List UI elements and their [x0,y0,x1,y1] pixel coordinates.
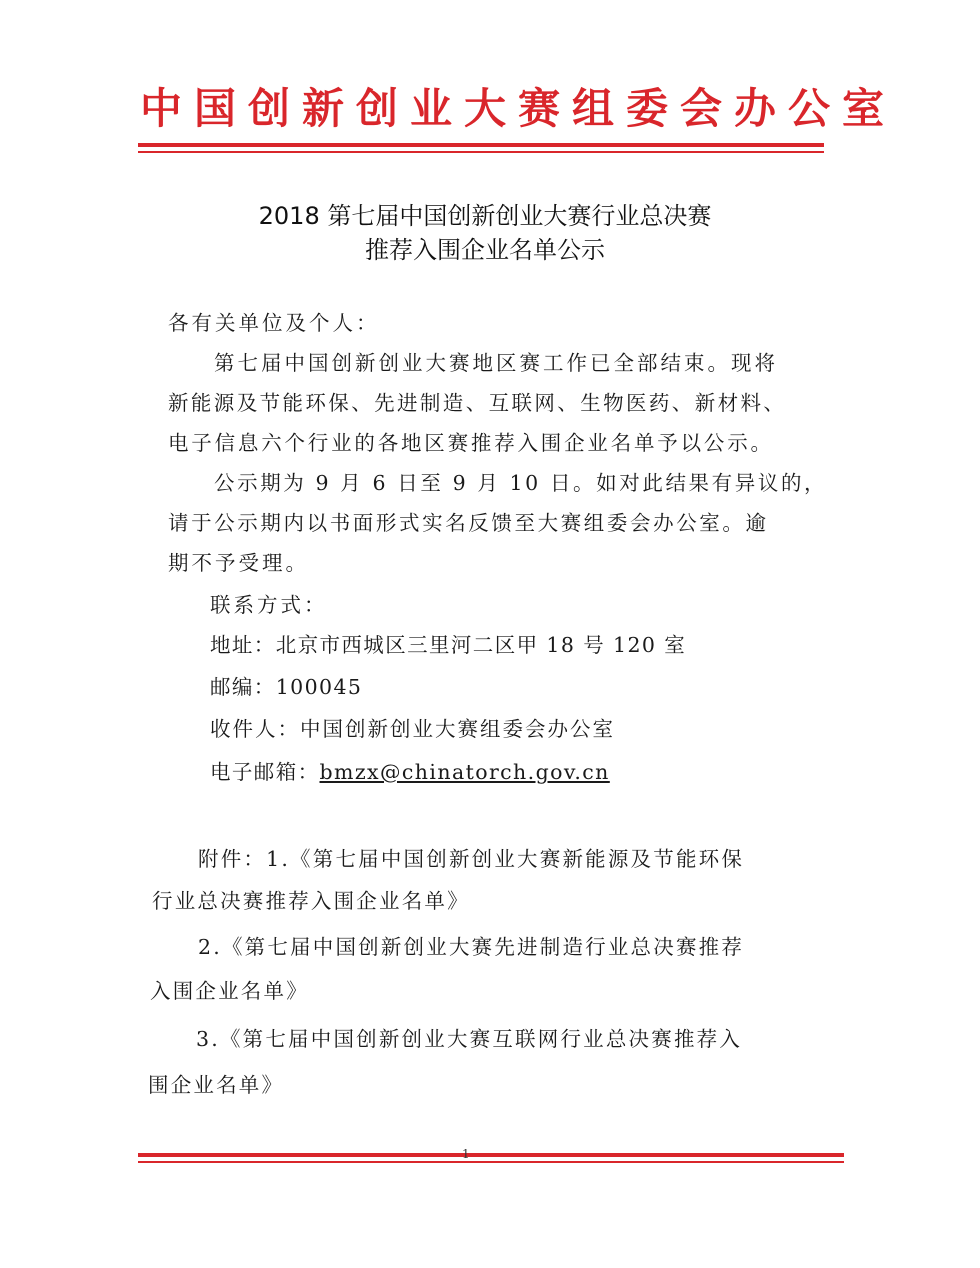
attachment3-line1: 3.《第七届中国创新创业大赛互联网行业总决赛推荐入 [196,1027,743,1051]
contact-recipient: 收件人：中国创新创业大赛组委会办公室 [210,717,615,741]
letterhead-org-name: 中国创新创业大赛组委会办公室 [140,84,897,133]
paragraph1-line3: 电子信息六个行业的各地区赛推荐入围企业名单予以公示。 [168,431,774,455]
attachment2-line1: 2.《第七届中国创新创业大赛先进制造行业总决赛推荐 [198,935,745,959]
attachment2-line2: 入围企业名单》 [150,979,309,1003]
contact-heading: 联系方式： [210,593,328,617]
contact-email-row [210,755,610,785]
letterhead-rule-thick [138,143,824,147]
contact-postcode: 邮编：100045 [210,675,363,699]
document-title-line1: 2018 第七届中国创新创业大赛行业总决赛 [258,202,712,230]
paragraph2-line3: 期不予受理。 [168,551,309,575]
footer-rule-thin [138,1161,844,1163]
salutation: 各有关单位及个人： [168,311,380,335]
paragraph1-line2: 新能源及节能环保、先进制造、互联网、生物医药、新材料、 [168,391,787,415]
paragraph2-line1: 公示期为 9 月 6 日至 9 月 10 日。如对此结果有异议的， [214,471,828,495]
contact-email-link[interactable]: bmzx@chinatorch.gov.cn [319,760,610,784]
contact-address: 地址：北京市西城区三里河二区甲 18 号 120 室 [210,633,687,657]
document-title-line2: 推荐入围企业名单公示 [365,236,605,264]
footer-rule-thick [138,1153,844,1157]
paragraph1-line1: 第七届中国创新创业大赛地区赛工作已全部结束。现将 [214,351,778,375]
attachment1-line2: 行业总决赛推荐入围企业名单》 [152,889,470,913]
paragraph2-line2: 请于公示期内以书面形式实名反馈至大赛组委会办公室。逾 [168,511,769,535]
contact-email-label: 电子邮箱： [210,760,320,784]
attachment1-line1: 附件：1.《第七届中国创新创业大赛新能源及节能环保 [198,847,745,871]
page-number: 1 [462,1147,470,1161]
letterhead-rule-thin [138,151,824,153]
attachment3-line2: 围企业名单》 [148,1073,285,1097]
